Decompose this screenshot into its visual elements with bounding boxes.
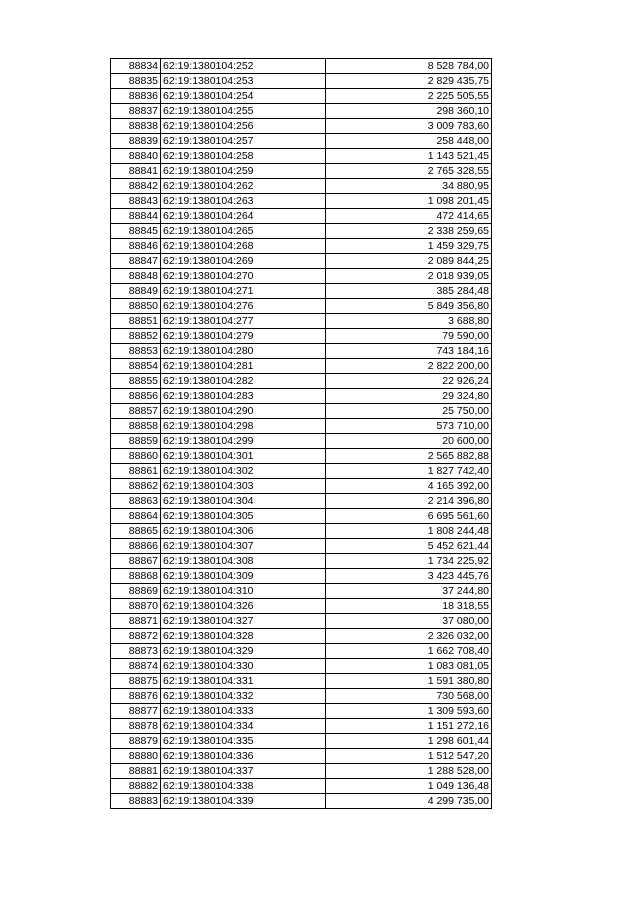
cadastral-value-cell: 3 423 445,76 bbox=[326, 569, 492, 584]
table-row bbox=[111, 239, 492, 254]
row-number-cell: 88880 bbox=[111, 749, 161, 764]
cadastral-number-cell: 62:19:1380104:339 bbox=[161, 794, 326, 809]
cadastral-number-cell: 62:19:1380104:255 bbox=[161, 104, 326, 119]
cadastral-value-cell: 1 734 225,92 bbox=[326, 554, 492, 569]
table-row bbox=[111, 479, 492, 494]
cadastral-number-cell: 62:19:1380104:337 bbox=[161, 764, 326, 779]
table-row bbox=[111, 464, 492, 479]
table-row bbox=[111, 689, 492, 704]
row-number-cell: 88853 bbox=[111, 344, 161, 359]
cadastral-value-cell: 298 360,10 bbox=[326, 104, 492, 119]
cadastral-number-cell: 62:19:1380104:252 bbox=[161, 59, 326, 74]
cadastral-value-cell: 730 568,00 bbox=[326, 689, 492, 704]
table-row bbox=[111, 149, 492, 164]
cadastral-number-cell: 62:19:1380104:257 bbox=[161, 134, 326, 149]
cadastral-value-cell: 2 829 435,75 bbox=[326, 74, 492, 89]
cadastral-number-cell: 62:19:1380104:303 bbox=[161, 479, 326, 494]
table-row bbox=[111, 524, 492, 539]
row-number-cell: 88874 bbox=[111, 659, 161, 674]
cadastral-value-cell: 2 225 505,55 bbox=[326, 89, 492, 104]
cadastral-value-cell: 5 452 621,44 bbox=[326, 539, 492, 554]
cadastral-value-cell: 1 459 329,75 bbox=[326, 239, 492, 254]
cadastral-number-cell: 62:19:1380104:326 bbox=[161, 599, 326, 614]
row-number-cell: 88851 bbox=[111, 314, 161, 329]
cadastral-value-cell: 25 750,00 bbox=[326, 404, 492, 419]
cadastral-number-cell: 62:19:1380104:298 bbox=[161, 419, 326, 434]
row-number-cell: 88862 bbox=[111, 479, 161, 494]
cadastral-value-cell: 8 528 784,00 bbox=[326, 59, 492, 74]
row-number-cell: 88879 bbox=[111, 734, 161, 749]
cadastral-number-cell: 62:19:1380104:280 bbox=[161, 344, 326, 359]
cadastral-number-cell: 62:19:1380104:306 bbox=[161, 524, 326, 539]
cadastral-value-cell: 37 080,00 bbox=[326, 614, 492, 629]
cadastral-number-cell: 62:19:1380104:281 bbox=[161, 359, 326, 374]
cadastral-value-cell: 1 298 601,44 bbox=[326, 734, 492, 749]
cadastral-value-cell: 258 448,00 bbox=[326, 134, 492, 149]
row-number-cell: 88844 bbox=[111, 209, 161, 224]
table-row bbox=[111, 284, 492, 299]
cadastral-value-cell: 2 565 882,88 bbox=[326, 449, 492, 464]
cadastral-number-cell: 62:19:1380104:329 bbox=[161, 644, 326, 659]
row-number-cell: 88843 bbox=[111, 194, 161, 209]
row-number-cell: 88883 bbox=[111, 794, 161, 809]
table-row bbox=[111, 584, 492, 599]
row-number-cell: 88878 bbox=[111, 719, 161, 734]
cadastral-number-cell: 62:19:1380104:254 bbox=[161, 89, 326, 104]
cadastral-value-cell: 1 143 521,45 bbox=[326, 149, 492, 164]
table-row bbox=[111, 74, 492, 89]
cadastral-number-cell: 62:19:1380104:308 bbox=[161, 554, 326, 569]
row-number-cell: 88847 bbox=[111, 254, 161, 269]
row-number-cell: 88856 bbox=[111, 389, 161, 404]
cadastral-number-cell: 62:19:1380104:304 bbox=[161, 494, 326, 509]
row-number-cell: 88866 bbox=[111, 539, 161, 554]
cadastral-number-cell: 62:19:1380104:256 bbox=[161, 119, 326, 134]
row-number-cell: 88881 bbox=[111, 764, 161, 779]
cadastral-number-cell: 62:19:1380104:336 bbox=[161, 749, 326, 764]
table-row bbox=[111, 269, 492, 284]
table-row bbox=[111, 89, 492, 104]
table-row bbox=[111, 599, 492, 614]
table-row bbox=[111, 359, 492, 374]
table-row bbox=[111, 344, 492, 359]
table-row bbox=[111, 374, 492, 389]
row-number-cell: 88869 bbox=[111, 584, 161, 599]
cadastral-number-cell: 62:19:1380104:328 bbox=[161, 629, 326, 644]
cadastral-value-cell: 37 244,80 bbox=[326, 584, 492, 599]
table-row bbox=[111, 314, 492, 329]
row-number-cell: 88875 bbox=[111, 674, 161, 689]
row-number-cell: 88872 bbox=[111, 629, 161, 644]
row-number-cell: 88838 bbox=[111, 119, 161, 134]
cadastral-number-cell: 62:19:1380104:264 bbox=[161, 209, 326, 224]
table-row bbox=[111, 134, 492, 149]
table-row bbox=[111, 614, 492, 629]
table-row bbox=[111, 59, 492, 74]
cadastral-number-cell: 62:19:1380104:302 bbox=[161, 464, 326, 479]
cadastral-value-cell: 4 165 392,00 bbox=[326, 479, 492, 494]
cadastral-number-cell: 62:19:1380104:268 bbox=[161, 239, 326, 254]
row-number-cell: 88855 bbox=[111, 374, 161, 389]
cadastral-number-cell: 62:19:1380104:335 bbox=[161, 734, 326, 749]
row-number-cell: 88861 bbox=[111, 464, 161, 479]
table-row bbox=[111, 539, 492, 554]
cadastral-number-cell: 62:19:1380104:330 bbox=[161, 659, 326, 674]
cadastral-value-cell: 3 009 783,60 bbox=[326, 119, 492, 134]
table-row bbox=[111, 719, 492, 734]
table-row bbox=[111, 434, 492, 449]
cadastral-value-cell: 1 309 593,60 bbox=[326, 704, 492, 719]
row-number-cell: 88871 bbox=[111, 614, 161, 629]
cadastral-number-cell: 62:19:1380104:270 bbox=[161, 269, 326, 284]
row-number-cell: 88840 bbox=[111, 149, 161, 164]
table-row bbox=[111, 674, 492, 689]
cadastral-number-cell: 62:19:1380104:334 bbox=[161, 719, 326, 734]
row-number-cell: 88882 bbox=[111, 779, 161, 794]
row-number-cell: 88863 bbox=[111, 494, 161, 509]
table-row bbox=[111, 224, 492, 239]
table-row bbox=[111, 119, 492, 134]
row-number-cell: 88837 bbox=[111, 104, 161, 119]
cadastral-number-cell: 62:19:1380104:269 bbox=[161, 254, 326, 269]
cadastral-value-cell: 2 214 396,80 bbox=[326, 494, 492, 509]
table-row bbox=[111, 419, 492, 434]
cadastral-value-cell: 1 288 528,00 bbox=[326, 764, 492, 779]
row-number-cell: 88858 bbox=[111, 419, 161, 434]
cadastral-value-cell: 5 849 356,80 bbox=[326, 299, 492, 314]
row-number-cell: 88860 bbox=[111, 449, 161, 464]
cadastral-number-cell: 62:19:1380104:338 bbox=[161, 779, 326, 794]
cadastral-value-cell: 29 324,80 bbox=[326, 389, 492, 404]
cadastral-number-cell: 62:19:1380104:331 bbox=[161, 674, 326, 689]
cadastral-value-cell: 79 590,00 bbox=[326, 329, 492, 344]
row-number-cell: 88850 bbox=[111, 299, 161, 314]
table-row bbox=[111, 389, 492, 404]
cadastral-value-cell: 2 326 032,00 bbox=[326, 629, 492, 644]
table-row bbox=[111, 104, 492, 119]
cadastral-value-cell: 743 184,16 bbox=[326, 344, 492, 359]
cadastral-number-cell: 62:19:1380104:265 bbox=[161, 224, 326, 239]
cadastral-number-cell: 62:19:1380104:271 bbox=[161, 284, 326, 299]
cadastral-value-table bbox=[110, 58, 492, 809]
row-number-cell: 88835 bbox=[111, 74, 161, 89]
table-row bbox=[111, 299, 492, 314]
cadastral-number-cell: 62:19:1380104:327 bbox=[161, 614, 326, 629]
cadastral-value-cell: 573 710,00 bbox=[326, 419, 492, 434]
row-number-cell: 88839 bbox=[111, 134, 161, 149]
cadastral-value-cell: 2 765 328,55 bbox=[326, 164, 492, 179]
cadastral-value-cell: 1 512 547,20 bbox=[326, 749, 492, 764]
cadastral-number-cell: 62:19:1380104:263 bbox=[161, 194, 326, 209]
cadastral-number-cell: 62:19:1380104:301 bbox=[161, 449, 326, 464]
cadastral-value-cell: 1 083 081,05 bbox=[326, 659, 492, 674]
cadastral-value-cell: 18 318,55 bbox=[326, 599, 492, 614]
cadastral-value-cell: 2 018 939,05 bbox=[326, 269, 492, 284]
table-row bbox=[111, 554, 492, 569]
table-row bbox=[111, 629, 492, 644]
cadastral-number-cell: 62:19:1380104:332 bbox=[161, 689, 326, 704]
row-number-cell: 88865 bbox=[111, 524, 161, 539]
cadastral-value-cell: 4 299 735,00 bbox=[326, 794, 492, 809]
cadastral-number-cell: 62:19:1380104:283 bbox=[161, 389, 326, 404]
table-row bbox=[111, 794, 492, 809]
cadastral-number-cell: 62:19:1380104:262 bbox=[161, 179, 326, 194]
row-number-cell: 88877 bbox=[111, 704, 161, 719]
cadastral-number-cell: 62:19:1380104:290 bbox=[161, 404, 326, 419]
row-number-cell: 88841 bbox=[111, 164, 161, 179]
cadastral-number-cell: 62:19:1380104:333 bbox=[161, 704, 326, 719]
cadastral-value-cell: 20 600,00 bbox=[326, 434, 492, 449]
cadastral-number-cell: 62:19:1380104:277 bbox=[161, 314, 326, 329]
cadastral-number-cell: 62:19:1380104:309 bbox=[161, 569, 326, 584]
cadastral-number-cell: 62:19:1380104:282 bbox=[161, 374, 326, 389]
row-number-cell: 88867 bbox=[111, 554, 161, 569]
row-number-cell: 88848 bbox=[111, 269, 161, 284]
cadastral-number-cell: 62:19:1380104:305 bbox=[161, 509, 326, 524]
cadastral-value-cell: 1 662 708,40 bbox=[326, 644, 492, 659]
table-row bbox=[111, 164, 492, 179]
cadastral-value-cell: 472 414,65 bbox=[326, 209, 492, 224]
table-row bbox=[111, 254, 492, 269]
row-number-cell: 88868 bbox=[111, 569, 161, 584]
cadastral-value-cell: 6 695 561,60 bbox=[326, 509, 492, 524]
row-number-cell: 88864 bbox=[111, 509, 161, 524]
cadastral-value-cell: 3 688,80 bbox=[326, 314, 492, 329]
table-row bbox=[111, 644, 492, 659]
table-row bbox=[111, 779, 492, 794]
table-row bbox=[111, 179, 492, 194]
table-row bbox=[111, 569, 492, 584]
row-number-cell: 88873 bbox=[111, 644, 161, 659]
row-number-cell: 88859 bbox=[111, 434, 161, 449]
cadastral-value-cell: 1 049 136,48 bbox=[326, 779, 492, 794]
cadastral-value-cell: 1 591 380,80 bbox=[326, 674, 492, 689]
table-row bbox=[111, 449, 492, 464]
row-number-cell: 88834 bbox=[111, 59, 161, 74]
table-row bbox=[111, 764, 492, 779]
cadastral-number-cell: 62:19:1380104:299 bbox=[161, 434, 326, 449]
cadastral-number-cell: 62:19:1380104:258 bbox=[161, 149, 326, 164]
cadastral-value-cell: 1 098 201,45 bbox=[326, 194, 492, 209]
row-number-cell: 88842 bbox=[111, 179, 161, 194]
table-row bbox=[111, 749, 492, 764]
cadastral-number-cell: 62:19:1380104:307 bbox=[161, 539, 326, 554]
row-number-cell: 88852 bbox=[111, 329, 161, 344]
table-body bbox=[111, 59, 492, 809]
cadastral-number-cell: 62:19:1380104:276 bbox=[161, 299, 326, 314]
cadastral-value-cell: 1 151 272,16 bbox=[326, 719, 492, 734]
cadastral-number-cell: 62:19:1380104:279 bbox=[161, 329, 326, 344]
table-row bbox=[111, 404, 492, 419]
cadastral-number-cell: 62:19:1380104:253 bbox=[161, 74, 326, 89]
cadastral-value-cell: 2 089 844,25 bbox=[326, 254, 492, 269]
row-number-cell: 88857 bbox=[111, 404, 161, 419]
cadastral-value-cell: 22 926,24 bbox=[326, 374, 492, 389]
cadastral-value-cell: 1 827 742,40 bbox=[326, 464, 492, 479]
table-row bbox=[111, 734, 492, 749]
row-number-cell: 88849 bbox=[111, 284, 161, 299]
row-number-cell: 88836 bbox=[111, 89, 161, 104]
cadastral-value-cell: 2 338 259,65 bbox=[326, 224, 492, 239]
table-row bbox=[111, 209, 492, 224]
cadastral-number-cell: 62:19:1380104:310 bbox=[161, 584, 326, 599]
cadastral-value-cell: 34 880,95 bbox=[326, 179, 492, 194]
cadastral-number-cell: 62:19:1380104:259 bbox=[161, 164, 326, 179]
table-row bbox=[111, 194, 492, 209]
row-number-cell: 88854 bbox=[111, 359, 161, 374]
row-number-cell: 88845 bbox=[111, 224, 161, 239]
table-row bbox=[111, 329, 492, 344]
table-row bbox=[111, 659, 492, 674]
row-number-cell: 88846 bbox=[111, 239, 161, 254]
cadastral-value-cell: 2 822 200,00 bbox=[326, 359, 492, 374]
table-row bbox=[111, 704, 492, 719]
table-row bbox=[111, 494, 492, 509]
row-number-cell: 88876 bbox=[111, 689, 161, 704]
table-row bbox=[111, 509, 492, 524]
row-number-cell: 88870 bbox=[111, 599, 161, 614]
cadastral-value-cell: 1 808 244,48 bbox=[326, 524, 492, 539]
cadastral-value-cell: 385 284,48 bbox=[326, 284, 492, 299]
